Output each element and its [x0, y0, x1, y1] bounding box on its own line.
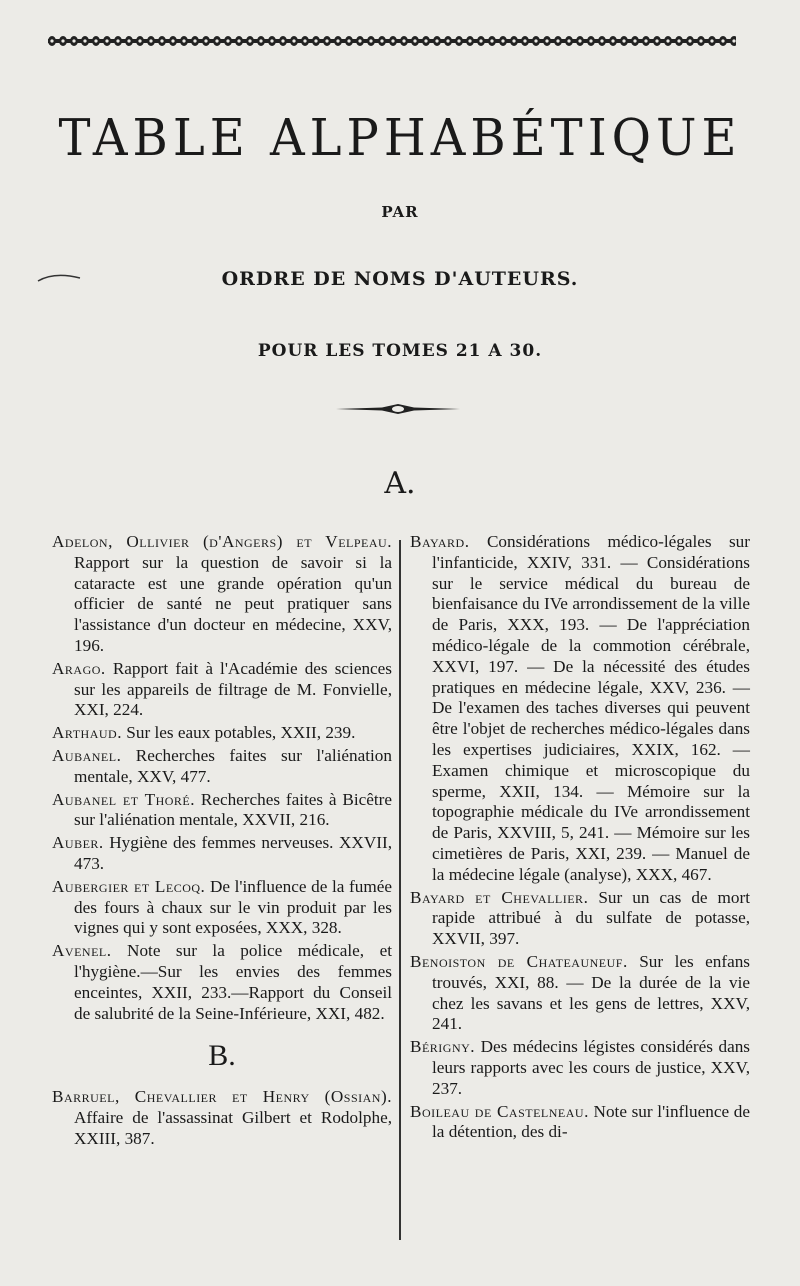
entry-text: Recherches faites à Bicêtre sur l'aliénation mentale, XXVII, 216. — [74, 789, 392, 830]
entry-text: Rapport fait à l'Académie des sciences sur les appareils de filtrage de M. Fonvielle, XXI, 224. — [74, 658, 392, 720]
entry-text: Des médecins légistes considérés dans leurs rapports avec les cours de justice, XXV, 237. — [432, 1037, 750, 1098]
section-heading-b: B. — [208, 1039, 236, 1073]
entry-text: Considérations médico-légales sur l'infanticide, XXIV, 331. — Considérations sur le service médical du bureau de bienfaisance du IVe arrondissement de la ville de Paris, XXX, 193. — De l'appréciation médico-légale de la commotion cérébrale, XXVI, 197. — De la nécessité des études pratiques en médecine légale, XXV, 236. — De l'examen des taches diverses qui peuvent être l'objet de recherches médico-légales dans les expertises judiciaires, XXIX, 162. — Examen chimique et microscopique du sperme, XXII, 134. — Mémoire sur la topographie médicale du IVe arrondissement de Paris, XXVIII, 5, 241. — Mémoire sur les cimetières de Paris, XXI, 239. — Manuel de la médecine légale (analyse), XXX, 467. — [432, 532, 750, 884]
entry-author: Aubergier et Lecoq. — [52, 876, 206, 896]
column-divider — [399, 540, 401, 1240]
index-entry — [52, 659, 392, 721]
index-entry — [410, 952, 750, 1035]
rule-ornament — [336, 402, 460, 416]
entry-author: Auber. — [52, 833, 104, 853]
index-entry — [52, 790, 392, 832]
entry-author: Benoiston de Chateauneuf. — [410, 951, 628, 971]
index-entry — [52, 833, 392, 875]
entry-author: Bérigny. — [410, 1037, 476, 1057]
page-title: TABLE ALPHABÉTIQUE — [58, 108, 742, 168]
entry-text: Sur un cas de mort rapide attribué à du sulfate de potasse, XXVII, 397. — [432, 887, 750, 949]
entry-author: Adelon, Ollivier (d'Angers) et Velpeau. — [52, 532, 392, 551]
volume-range: POUR LES TOMES 21 A 30. — [257, 341, 543, 361]
entry-author: Bayard. — [410, 532, 470, 551]
entry-author: Barruel, Chevallier et Henry (Ossian). — [52, 1087, 392, 1107]
entry-list-b-continued — [410, 532, 750, 1143]
title-par: PAR — [381, 203, 419, 221]
entry-author: Arago. — [52, 658, 106, 678]
index-entry — [52, 941, 392, 1024]
index-entry — [52, 877, 392, 939]
entry-text: Note sur la police médicale, et l'hygiène.—Sur les envies des femmes enceintes, XXII, 233.—Rapport du Conseil de salubrité de la Seine-Inférieure, XXI, 482. — [74, 941, 392, 1023]
entry-author: Bayard et Chevallier. — [410, 887, 589, 907]
top-ornament-border — [48, 30, 736, 52]
entry-author: Boileau de Castelneau. — [410, 1101, 589, 1121]
index-entry — [410, 532, 750, 886]
left-column — [52, 532, 392, 1152]
entry-list-b — [52, 1087, 392, 1149]
entry-text: Hygiène des femmes nerveuses. XXVII, 473. — [74, 833, 392, 873]
entry-text: Sur les eaux potables, XXII, 239. — [122, 723, 356, 743]
index-entry — [410, 888, 750, 950]
index-entry — [52, 723, 392, 744]
entry-text: De l'influence de la fumée des fours à chaux sur le vin produit par les vignes qui y sont exposées, XXX, 328. — [74, 876, 392, 938]
entry-author: Aubanel. — [52, 745, 122, 765]
entry-text: Rapport sur la question de savoir si la cataracte est une grande opération qu'un officier de santé ne peut pratiquer sans l'assistance d'un docteur en médecine, XXV, 196. — [74, 552, 392, 655]
index-entry — [410, 1102, 750, 1144]
entry-text: Recherches faites sur l'aliénation mentale, XXV, 477. — [74, 745, 392, 786]
entry-text: Sur les enfans trouvés, XXI, 88. — De la durée de la vie chez les savans et les gens de lettres, XXV, 241. — [432, 951, 750, 1034]
index-entry — [52, 746, 392, 788]
index-entry — [52, 1087, 392, 1149]
page-subtitle: ORDRE DE NOMS D'AUTEURS. — [221, 268, 579, 290]
entry-text: Affaire de l'assassinat Gilbert et Rodolphe, XXIII, 387. — [74, 1107, 392, 1148]
entry-text: Note sur l'influence de la détention, des di- — [432, 1101, 750, 1142]
section-heading-a: A. — [384, 466, 416, 501]
index-entry — [410, 1037, 750, 1099]
entry-author: Arthaud. — [52, 723, 122, 743]
entry-list-a — [52, 532, 392, 1024]
entry-author: Avenel. — [52, 941, 112, 961]
index-entry — [52, 532, 392, 657]
entry-author: Aubanel et Thoré. — [52, 789, 196, 809]
right-column — [410, 532, 750, 1145]
